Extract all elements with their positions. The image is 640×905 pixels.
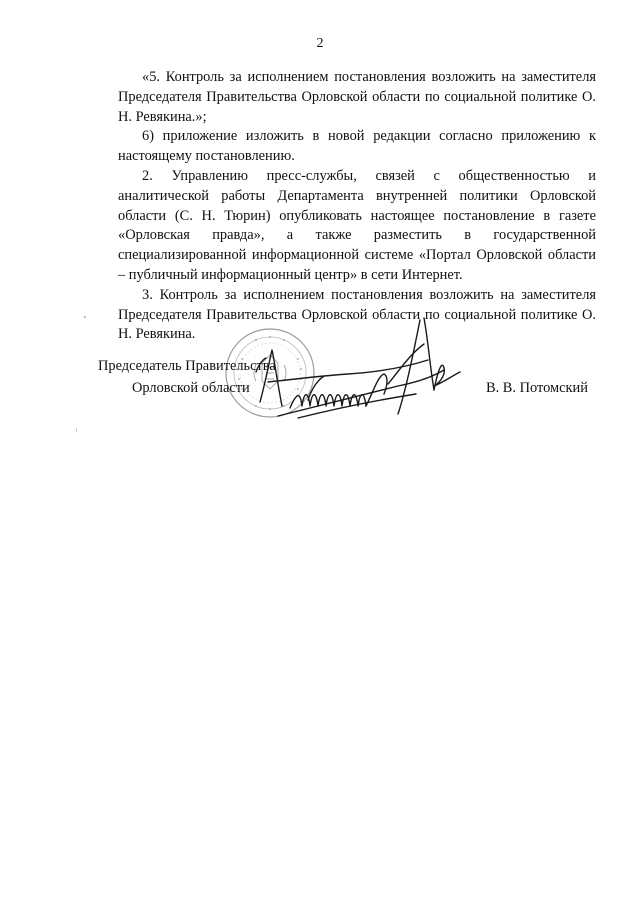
paragraph-amendment-5: «5. Контроль за исполнением постановления возложить на заместителя Председателя Правительства Орловской области по социальной политике О. Н. Ревякина.»; xyxy=(118,69,596,125)
paragraph-amendment-6: 6) приложение изложить в новой редакции согласно приложению к настоящему постановлению. xyxy=(118,128,596,165)
margin-mark xyxy=(76,428,77,432)
page-number: 2 xyxy=(316,36,324,51)
paragraph-item-2: 2. Управлению пресс-службы, связей с общественностью и аналитической работы Департамента внутренней политики Орловской области (С. Н. Тюрин) опубликовать настоящее постановление в газете «Орловская правда», а также разместить в государственной специализированной информационной системе «Портал Орловской области – публичный информационный центр» в сети Интернет. xyxy=(118,167,596,283)
paragraph-item-3: 3. Контроль за исполнением постановления возложить на заместителя Председателя Правительства Орловской области по социальной политике О. Н. Ревякина. xyxy=(118,286,596,343)
signatory-title-line1: Председатель Правительства xyxy=(98,358,276,374)
signatory-title-line2: Орловской области xyxy=(132,380,250,396)
handwritten-signature-icon xyxy=(238,310,468,430)
margin-mark xyxy=(84,316,86,318)
document-body xyxy=(118,68,596,345)
signatory-name: В. В. Потомский xyxy=(486,380,588,396)
